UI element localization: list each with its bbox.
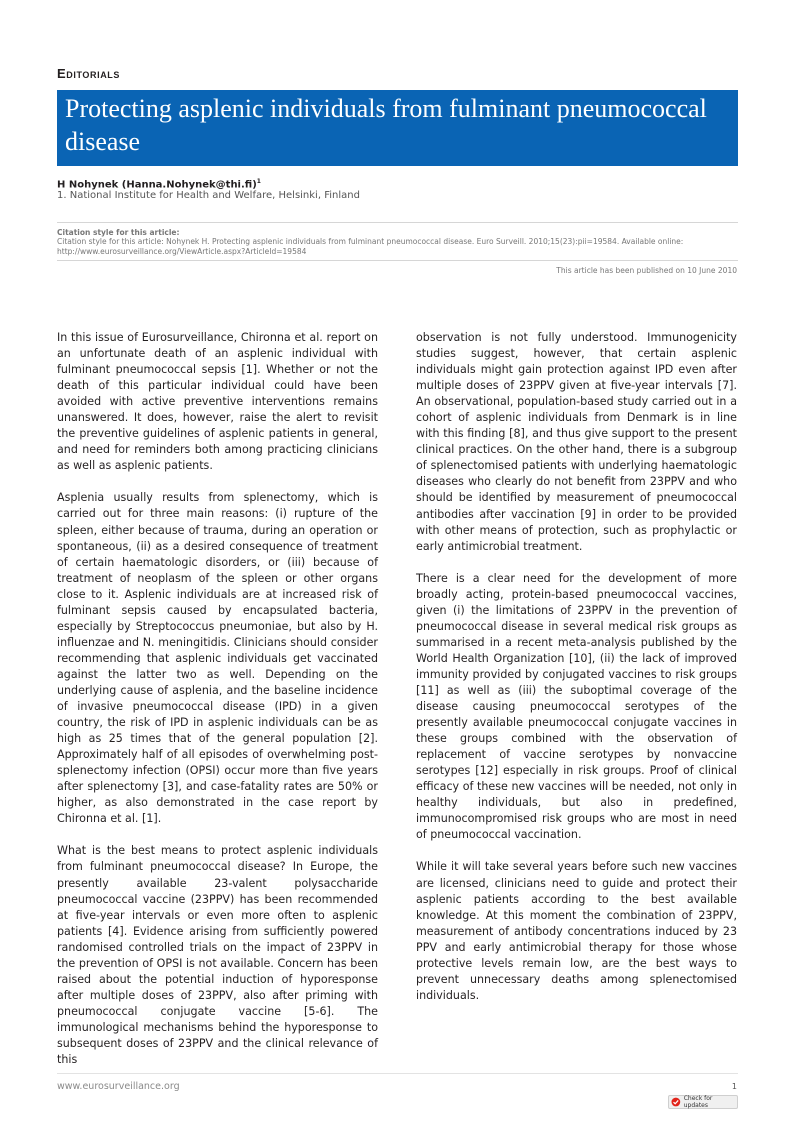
author-name[interactable]: H Nohynek (Hanna.Nohynek@thi.fi): [57, 179, 257, 191]
title-banner: [57, 90, 738, 166]
body-paragraph: There is a clear need for the development of more broadly acting, protein-based pneumococcal vaccines, given (i) the limitations of 23PPV in the prevention of pneumococcal disease in several medical risk groups as summarised in a recent meta-analysis published by the World Health Organization [10], (ii) the lack of improved immunity provided by conjugated vaccines to risk groups [11] as well as (iii) the suboptimal coverage of the disease causing pneumococcal serotypes of the presently available pneumococcal conjugate vaccines in these groups combined with the observation of replacement of vaccine serotypes by nonvaccine serotypes [12] especially in risk groups. Proof of clinical efficacy of these new vaccines will be needed, not only in healthy individuals, but also in predefined, immunocompromised risk groups who are most in need of pneumococcal vaccination.: [416, 571, 737, 842]
body-column-right: [416, 330, 737, 1020]
divider: [57, 260, 738, 261]
check-for-updates-button[interactable]: [668, 1095, 738, 1109]
citation-text: Citation style for this article: Nohynek H. Protecting asplenic individuals from fulminant pneumococcal disease. Euro Surveill. 2010;15(23):pii=19584. Available online: http://www.eurosurveillance.org/ViewArticle.aspx?ArticleId=19584: [57, 237, 684, 256]
author-affiliation: 1. National Institute for Health and Welfare, Helsinki, Finland: [57, 190, 360, 201]
check-for-updates-icon: [671, 1097, 681, 1107]
body-paragraph: In this issue of Eurosurveillance, Chironna et al. report on an unfortunate death of an asplenic individual with fulminant pneumococcal sepsis [1]. Whether or not the death of this particular individual could have been avoided with active preventive interventions remains unanswered. It does, however, raise the alert to revisit the preventive guidelines of asplenic patients in general, and need for reminders both among practicing clinicians as well as asplenic patients.: [57, 331, 378, 473]
citation-heading: Citation style for this article:: [57, 228, 180, 237]
body-paragraph: observation is not fully understood. Immunogenicity studies suggest, however, that certain asplenic individuals might gain protection against IPD even after multiple doses of 23PPV given at five-year intervals [7]. An observational, population-based study carried out in a cohort of asplenic individuals from Denmark is in line with this finding [8], and thus give support to the present clinical practices. On the other hand, there is a subgroup of splenectomised patients with underlying haematologic diseases who clearly do not benefit from 23PPV and who should be identified by measurement of pneumococcal antibodies after vaccination [9] in order to be provided with other means of protection, such as prophylactic or early antimicrobial treatment.: [416, 331, 737, 553]
footer-url[interactable]: www.eurosurveillance.org: [57, 1081, 180, 1092]
article-title: Protecting asplenic individuals from fulminant pneumococcal disease: [65, 94, 707, 156]
author-line: [57, 178, 261, 190]
body-paragraph: Asplenia usually results from splenectomy, which is carried out for three main reasons: (i) rupture of the spleen, either because of trauma, during an operation or spontaneous, (ii) as a desired consequence of treatment of certain haematologic disorders, or (iii) because of treatment of neoplasm of the spleen or other organs close to it. Asplenic individuals are at increased risk of fulminant sepsis caused by encapsulated bacteria, especially by Streptococcus pneumoniae, but also by H. influenzae and N. meningitidis. Clinicians should consider recommending that asplenic individuals get vaccinated against the latter two as well. Depending on the underlying cause of asplenia, and the baseline incidence of invasive pneumococcal disease (IPD) in a given country, the risk of IPD in asplenic individuals can be as high as 25 times that of the general population [2]. Approximately half of all episodes of overwhelming post-splenectomy infection (OPSI) occur more than five years after splenectomy [3], and case-fatality rates are 50% or higher, as also demonstrated in the case report by Chironna et al. [1].: [57, 491, 378, 826]
body-column-left: [57, 330, 378, 1084]
page-number: 1: [731, 1082, 737, 1091]
publication-date: This article has been published on 10 June 2010: [556, 266, 737, 275]
divider: [57, 222, 738, 223]
author-affiliation-marker: 1: [256, 178, 261, 185]
section-label: Editorials: [57, 66, 121, 81]
body-paragraph: While it will take several years before such new vaccines are licensed, clinicians need to guide and protect their asplenic patients according to the best available knowledge. At this moment the combination of 23PPV, measurement of antibody concentrations induced by 23 PPV and early antimicrobial therapy for those whose protective levels remain low, are the best ways to prevent unnecessary deaths among splenectomised individuals.: [416, 860, 737, 1002]
body-paragraph: What is the best means to protect asplenic individuals from fulminant pneumococcal disease? In Europe, the presently available 23-valent polysaccharide pneumococcal vaccine (23PPV) has been recommended at five-year intervals or even more often to asplenic patients [4]. Evidence arising from sufficiently powered randomised controlled trials on the impact of 23PPV in the prevention of OPSI is not available. Concern has been raised about the potential induction of hyporesponse after multiple doses of 23PPV, also after priming with pneumococcal conjugate vaccine [5-6]. The immunological mechanisms behind the hyporesponse to subsequent doses of 23PPV and the clinical relevance of this: [57, 844, 378, 1067]
check-for-updates-label: Check for updates: [683, 1095, 713, 1109]
footer-divider: [57, 1073, 738, 1074]
